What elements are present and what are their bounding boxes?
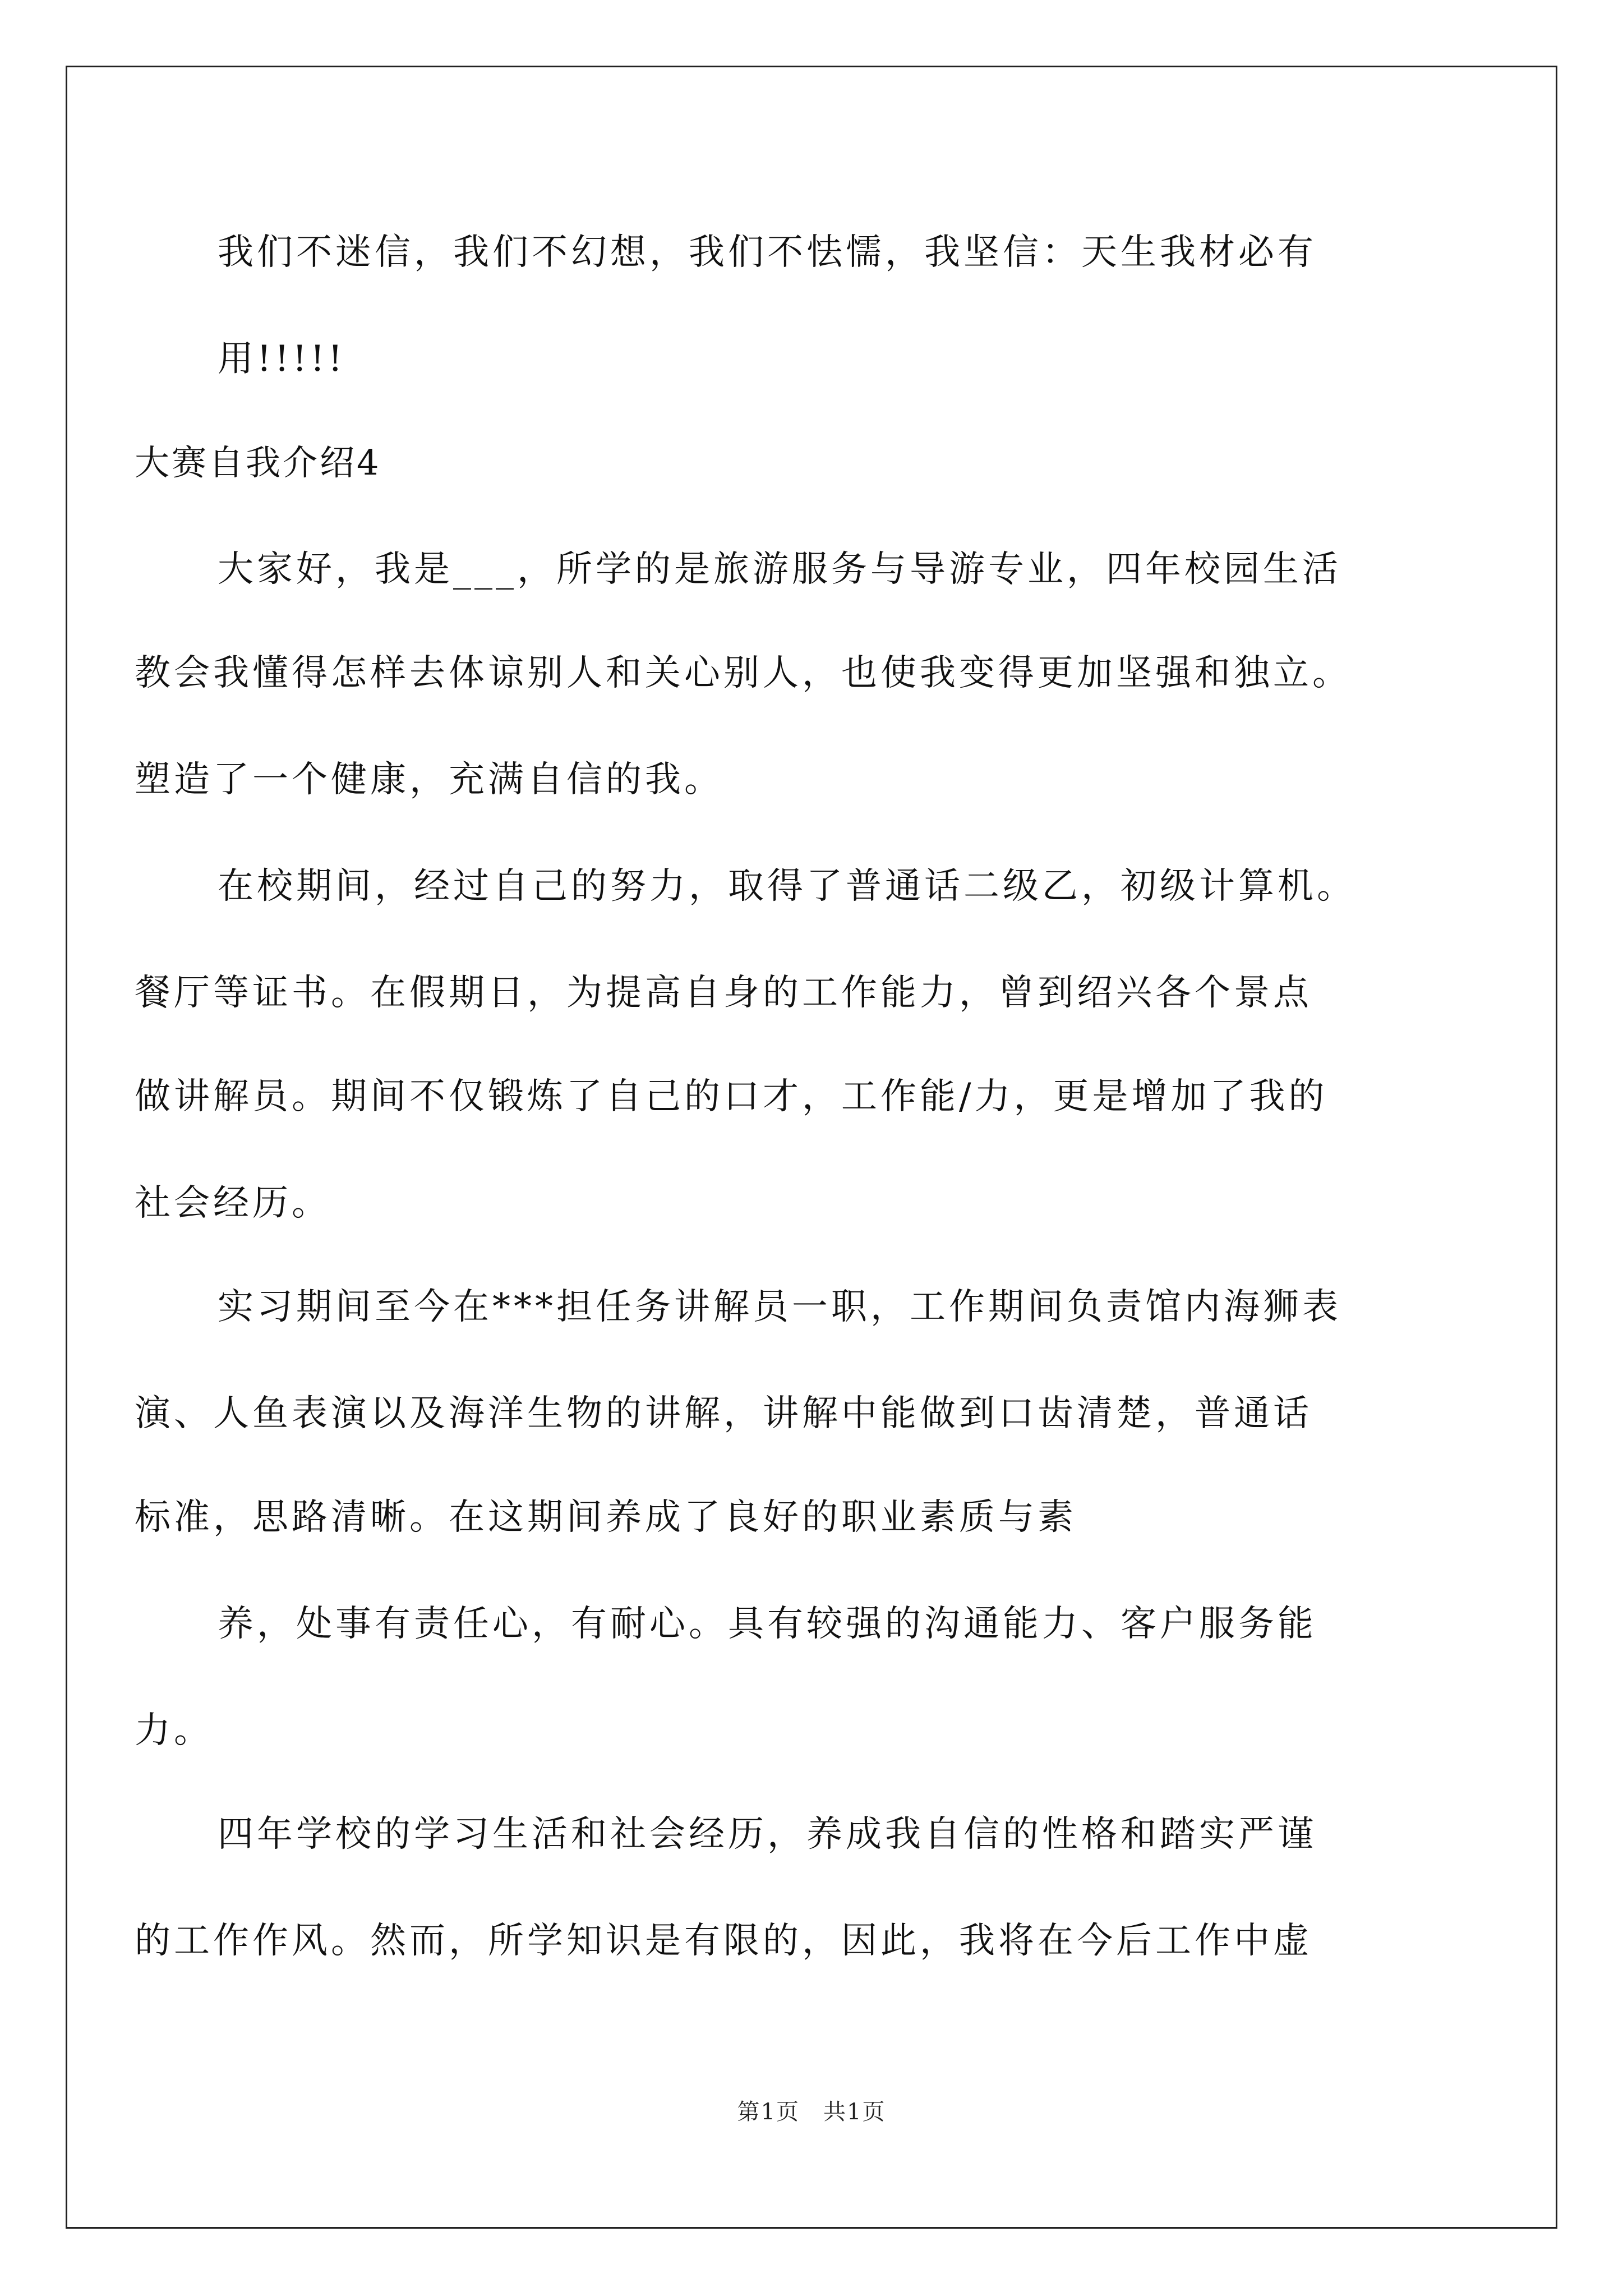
paragraph-line: 做讲解员。期间不仅锻炼了自己的口才，工作能/力，更是增加了我的 (135, 1076, 1328, 1117)
paragraph-line: 力。 (135, 1710, 213, 1751)
paragraph-line: 养，处事有责任心，有耐心。具有较强的沟通能力、客户服务能 (218, 1603, 1317, 1645)
paragraph-line: 大家好，我是___，所学的是旅游服务与导游专业，四年校园生活 (218, 549, 1341, 590)
section-heading: 大赛自我介绍4 (135, 442, 381, 483)
paragraph-line: 演、人鱼表演以及海洋生物的讲解，讲解中能做到口齿清楚，普通话 (135, 1393, 1312, 1434)
paragraph-line: 在校期间，经过自己的努力，取得了普通话二级乙，初级计算机。 (218, 866, 1356, 907)
page-border (66, 66, 1557, 2229)
paragraph-line: 用!!!!! (218, 338, 346, 380)
paragraph-line: 餐厅等证书。在假期日，为提高自身的工作能力，曾到绍兴各个景点 (135, 972, 1312, 1014)
paragraph-line: 四年学校的学习生活和社会经历，养成我自信的性格和踏实严谨 (218, 1814, 1317, 1855)
paragraph-line: 社会经历。 (135, 1182, 331, 1224)
paragraph-line: 教会我懂得怎样去体谅别人和关心别人，也使我变得更加坚强和独立。 (135, 652, 1352, 694)
page-number-footer: 第1页 共1页 (737, 2099, 886, 2125)
paragraph-line: 塑造了一个健康，充满自信的我。 (135, 759, 723, 800)
paragraph-line: 我们不迷信，我们不幻想，我们不怯懦，我坚信：天生我材必有 (218, 232, 1317, 273)
paragraph-line: 标准，思路清晰。在这期间养成了良好的职业素质与素 (135, 1497, 1077, 1538)
paragraph-line: 实习期间至今在***担任务讲解员一职，工作期间负责馆内海狮表 (218, 1286, 1341, 1328)
paragraph-line: 的工作作风。然而，所学知识是有限的，因此，我将在今后工作中虚 (135, 1920, 1312, 1962)
